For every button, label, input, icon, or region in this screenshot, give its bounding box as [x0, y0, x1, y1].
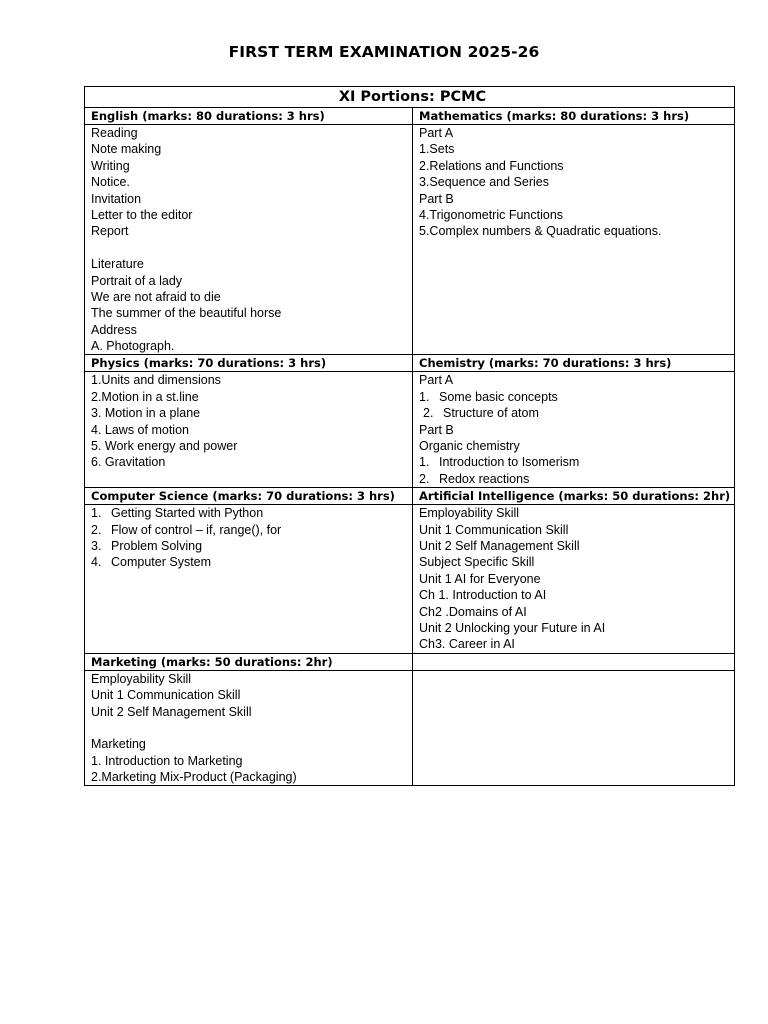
list-item: 2.Marketing Mix-Product (Packaging) [91, 770, 297, 785]
table-caption: XI Portions: PCMC [85, 87, 735, 108]
list-item: Employability Skill [91, 671, 192, 686]
chemistry-topics [413, 372, 735, 488]
list-item [419, 471, 734, 487]
english-header: English (marks: 80 durations: 3 hrs) [85, 108, 413, 125]
list-item: 2.Relations and Functions [419, 158, 564, 173]
list-item: Organic chemistry [419, 439, 520, 454]
item-text: Getting Started with Python [111, 506, 264, 521]
list-item: The summer of the beautiful horse [91, 306, 282, 321]
item-text: Flow of control – if, range(), for [111, 522, 282, 537]
caption-row [85, 87, 735, 108]
list-item [419, 454, 734, 470]
list-item: Literature [91, 257, 144, 272]
list-item: Reading [91, 126, 138, 140]
list-item: 2.Motion in a st.line [91, 389, 199, 404]
list-item: A. Photograph. [91, 339, 175, 354]
list-item: Part A [419, 126, 454, 140]
list-item: Unit 1 AI for Everyone [419, 571, 541, 586]
document-title: FIRST TERM EXAMINATION 2025-26 [228, 43, 540, 61]
body-row-2 [85, 372, 735, 488]
list-item: 6. Gravitation [91, 455, 166, 470]
computer-science-header: Computer Science (marks: 70 durations: 3 hrs) [85, 488, 413, 505]
item-number: 3. [91, 538, 102, 553]
list-item: We are not afraid to die [91, 289, 221, 304]
header-row-3 [85, 488, 735, 505]
list-item: 1.Sets [419, 142, 455, 157]
mathematics-header: Mathematics (marks: 80 durations: 3 hrs) [413, 108, 735, 125]
list-item: Address [91, 322, 137, 337]
item-number: 1. [419, 389, 430, 404]
item-text: Some basic concepts [439, 389, 558, 404]
list-item: Part B [419, 422, 454, 437]
list-item: Unit 2 Unlocking your Future in AI [419, 620, 606, 635]
marketing-header: Marketing (marks: 50 durations: 2hr) [85, 653, 413, 670]
list-item: Notice. [91, 175, 130, 190]
list-item: Invitation [91, 191, 142, 206]
list-item: Unit 1 Communication Skill [419, 522, 569, 537]
list-item: 5.Complex numbers & Quadratic equations. [419, 224, 662, 239]
list-item: Unit 1 Communication Skill [91, 688, 241, 703]
list-item: 1.Units and dimensions [91, 373, 221, 388]
empty-body-cell [413, 670, 735, 786]
header-row-1 [85, 108, 735, 125]
item-text: Computer System [111, 555, 212, 570]
portions-table [84, 86, 735, 786]
list-item [91, 522, 412, 538]
list-item [419, 405, 734, 421]
list-item: Writing [91, 158, 130, 173]
list-item: Unit 2 Self Management Skill [419, 538, 580, 553]
list-item: Ch2 .Domains of AI [419, 604, 527, 619]
physics-topics [85, 372, 413, 488]
marketing-topics [85, 670, 413, 786]
item-text: Redox reactions [439, 471, 530, 486]
physics-header: Physics (marks: 70 durations: 3 hrs) [85, 355, 413, 372]
list-item: 1. Introduction to Marketing [91, 753, 243, 768]
list-item: Part A [419, 373, 454, 388]
item-number: 4. [91, 555, 102, 570]
item-number: 2. [91, 522, 102, 537]
computer-science-topics [85, 505, 413, 654]
list-item: Employability Skill [419, 506, 520, 521]
item-number: 1. [419, 455, 430, 470]
list-item: Ch3. Career in AI [419, 637, 515, 652]
item-number: 1. [91, 506, 102, 521]
list-item: Marketing [91, 737, 146, 752]
item-text: Structure of atom [443, 406, 539, 421]
list-item [91, 240, 412, 256]
list-item [91, 538, 412, 554]
item-number: 2. [419, 471, 430, 486]
list-item: Subject Specific Skill [419, 555, 535, 570]
list-item: 4.Trigonometric Functions [419, 207, 564, 222]
list-item: 3. Motion in a plane [91, 406, 201, 421]
list-item: Part B [419, 191, 454, 206]
english-topics [85, 125, 413, 355]
artificial-intelligence-topics [413, 505, 735, 654]
list-item: 4. Laws of motion [91, 422, 189, 437]
item-number: 2. [423, 406, 434, 421]
list-item [91, 720, 412, 736]
item-text: Introduction to Isomerism [439, 455, 580, 470]
list-item [419, 389, 734, 405]
list-item: Portrait of a lady [91, 273, 183, 288]
list-item: Report [91, 224, 129, 239]
list-item: 5. Work energy and power [91, 439, 238, 454]
item-text: Problem Solving [111, 538, 203, 553]
artificial-intelligence-header: Artificial Intelligence (marks: 50 durations: 2hr) [413, 488, 735, 505]
mathematics-topics [413, 125, 735, 355]
list-item: Note making [91, 142, 162, 157]
body-row-3 [85, 505, 735, 654]
body-row-1 [85, 125, 735, 355]
list-item: Ch 1. Introduction to AI [419, 588, 547, 603]
body-row-4 [85, 670, 735, 786]
empty-header-cell [413, 653, 735, 670]
chemistry-header: Chemistry (marks: 70 durations: 3 hrs) [413, 355, 735, 372]
list-item [91, 554, 412, 570]
list-item [91, 505, 412, 521]
list-item: Unit 2 Self Management Skill [91, 704, 252, 719]
header-row-2 [85, 355, 735, 372]
list-item: Letter to the editor [91, 207, 193, 222]
list-item: 3.Sequence and Series [419, 175, 549, 190]
header-row-4 [85, 653, 735, 670]
